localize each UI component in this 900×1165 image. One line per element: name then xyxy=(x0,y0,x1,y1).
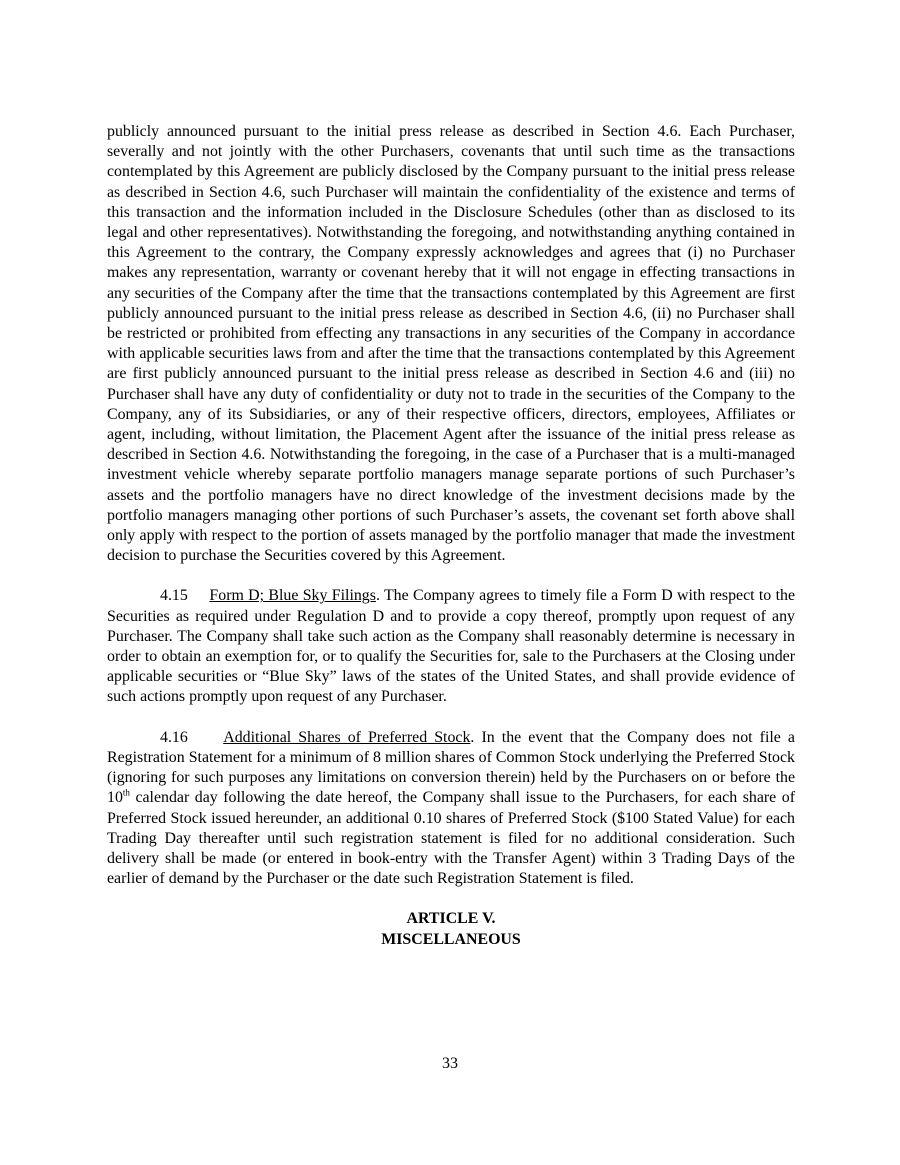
section-number: 4.16 xyxy=(160,728,188,746)
article-heading xyxy=(107,909,795,950)
section-body-part-2: calendar day following the date hereof, the Company shall issue to the Purchasers, for each share of Preferred Stock issued hereunder, an additional 0.10 shares of Preferred Stock ($100 Stated Value) for each Trading Day thereafter until such registration statement is filed for no additional consideration. Such delivery shall be made (or entered in book-entry with the Transfer Agent) within 3 Trading Days of the earlier of demand by the Purchaser or the date such Registration Statement is filed. xyxy=(107,789,795,888)
page-number: 33 xyxy=(442,1055,458,1072)
section-4-16 xyxy=(107,728,795,890)
section-body-part-1: . In the event that the Company does not file a Registration Statement for a minimum of 8 million shares of Common Stock underlying the Preferred Stock (ignoring for such purposes any limitations on conversion therein) held by the Purchasers on or before the 10 xyxy=(107,728,795,807)
section-body: . The Company agrees to timely file a Form D with respect to the Securities as required under Regulation D and to provide a copy thereof, promptly upon request of any Purchaser. The Company shall take such action as the Company shall reasonably determine is necessary in order to obtain an exemption for, or to qualify the Securities for, sale to the Purchasers at the Closing under applicable securities or “Blue Sky” laws of the states of the United States, and shall provide evidence of such actions promptly upon request of any Purchaser. xyxy=(107,587,795,706)
article-number: ARTICLE V. xyxy=(406,910,496,928)
document-body xyxy=(107,122,795,950)
section-heading: Additional Shares of Preferred Stock xyxy=(223,728,471,746)
article-title: MISCELLANEOUS xyxy=(381,930,521,948)
paragraph-continued: publicly announced pursuant to the initial press release as described in Section 4.6. Each Purchaser, severally and not jointly with the other Purchasers, covenants that until such time as the transactions contemplated by this Agreement are publicly disclosed by the Company pursuant to the initial press release as described in Section 4.6, such Purchaser will maintain the confidentiality of the existence and terms of this transaction and the information included in the Disclosure Schedules (other than as disclosed to its legal and other representatives). Notwithstanding the foregoing, and notwithstanding anything contained in this Agreement to the contrary, the Company expressly acknowledges and agrees that (i) no Purchaser makes any representation, warranty or covenant hereby that it will not engage in effecting transactions in any securities of the Company after the time that the transactions contemplated by this Agreement are first publicly announced pursuant to the initial press release as described in Section 4.6, (ii) no Purchaser shall be restricted or prohibited from effecting any transactions in any securities of the Company in accordance with applicable securities laws from and after the time that the transactions contemplated by this Agreement are first publicly announced pursuant to the initial press release as described in Section 4.6 and (iii) no Purchaser shall have any duty of confidentiality or duty not to trade in the securities of the Company to the Company, any of its Subsidiaries, or any of their respective officers, directors, employees, Affiliates or agent, including, without limitation, the Placement Agent after the issuance of the initial press release as described in Section 4.6. Notwithstanding the foregoing, in the case of a Purchaser that is a multi-managed investment vehicle whereby separate portfolio managers manage separate portions of such Purchaser’s assets and the portfolio managers have no direct knowledge of the investment decisions made by the portfolio managers managing other portions of such Purchaser’s assets, the covenant set forth above shall only apply with respect to the portion of assets managed by the portfolio manager that made the investment decision to purchase the Securities covered by this Agreement. xyxy=(107,123,795,565)
section-4-15 xyxy=(107,586,795,707)
section-number: 4.15 xyxy=(160,587,188,605)
ordinal-suffix: th xyxy=(122,788,130,798)
section-heading: Form D; Blue Sky Filings xyxy=(209,587,376,605)
